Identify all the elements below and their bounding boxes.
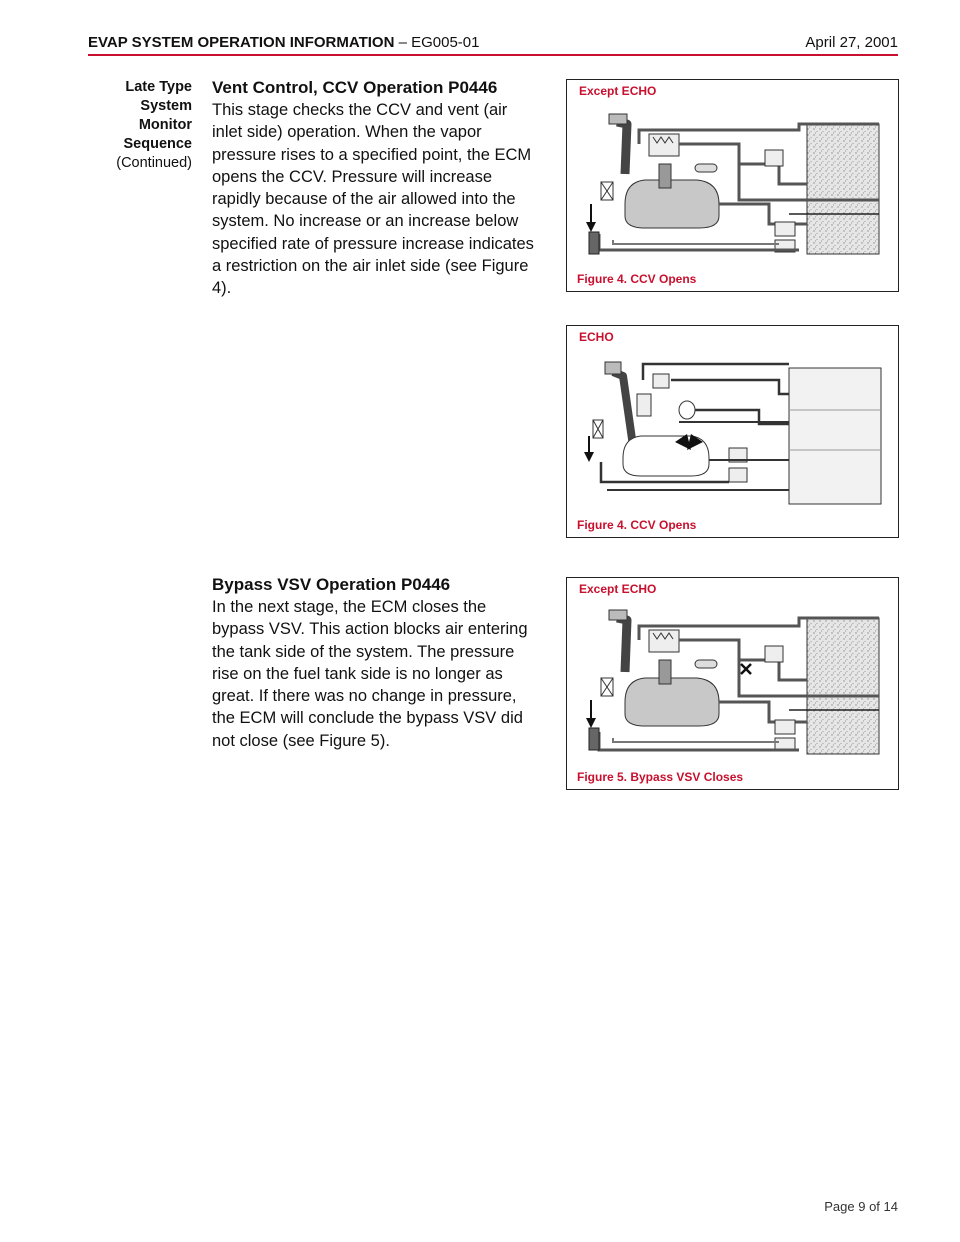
sidebar-line: System — [140, 98, 192, 114]
page-header — [88, 33, 898, 53]
evap-system-diagram-echo — [579, 350, 889, 510]
page-number: Page 9 of 14 — [824, 1199, 898, 1214]
evap-system-diagram-bypass — [579, 602, 889, 762]
figure-bypass-vsv-closes — [566, 577, 899, 790]
figure-label: Except ECHO — [579, 582, 657, 596]
figure-caption: Figure 5. Bypass VSV Closes — [577, 770, 744, 784]
section-body: In the next stage, the ECM closes the bypass VSV. This action blocks air entering the tank side of the system. The pressure rise on the fuel tank side is no longer as great. If there was no change in pressure, the ECM will conclude the bypass VSV did not close (see Figure 5). — [212, 598, 528, 750]
section-title: Vent Control, CCV Operation P0446 — [212, 78, 498, 97]
figure-caption: Figure 4. CCV Opens — [577, 518, 697, 532]
figure-label: Except ECHO — [579, 84, 657, 98]
header-rule — [88, 54, 898, 56]
section-vent-control — [212, 77, 537, 300]
section-title: Bypass VSV Operation P0446 — [212, 575, 451, 594]
sidebar-line: Late Type — [125, 79, 192, 95]
figure-label: ECHO — [579, 330, 614, 344]
header-title-bold: EVAP SYSTEM OPERATION INFORMATION — [88, 34, 395, 51]
section-body: This stage checks the CCV and vent (air inlet side) operation. When the vapor pressure rises to a specified point, the ECM opens the CCV. Pressure will increase rapidly because of the air allowed into the system. No increase or an increase below specified rate of pressure increase indicates a restriction on the air inlet side (see Figure 4). — [212, 101, 534, 298]
figure-caption: Figure 4. CCV Opens — [577, 272, 697, 286]
header-date: April 27, 2001 — [805, 34, 898, 51]
sidebar-line: Sequence — [123, 136, 192, 152]
figure-ccv-opens-except-echo — [566, 79, 899, 292]
sidebar-heading — [96, 78, 192, 173]
figure-ccv-opens-echo — [566, 325, 899, 538]
section-bypass-vsv — [212, 574, 537, 752]
evap-system-diagram — [579, 104, 889, 264]
sidebar-line: Monitor — [138, 117, 192, 133]
header-doc-code: – EG005-01 — [394, 34, 480, 51]
sidebar-line: (Continued) — [116, 155, 192, 171]
header-title — [88, 34, 479, 51]
